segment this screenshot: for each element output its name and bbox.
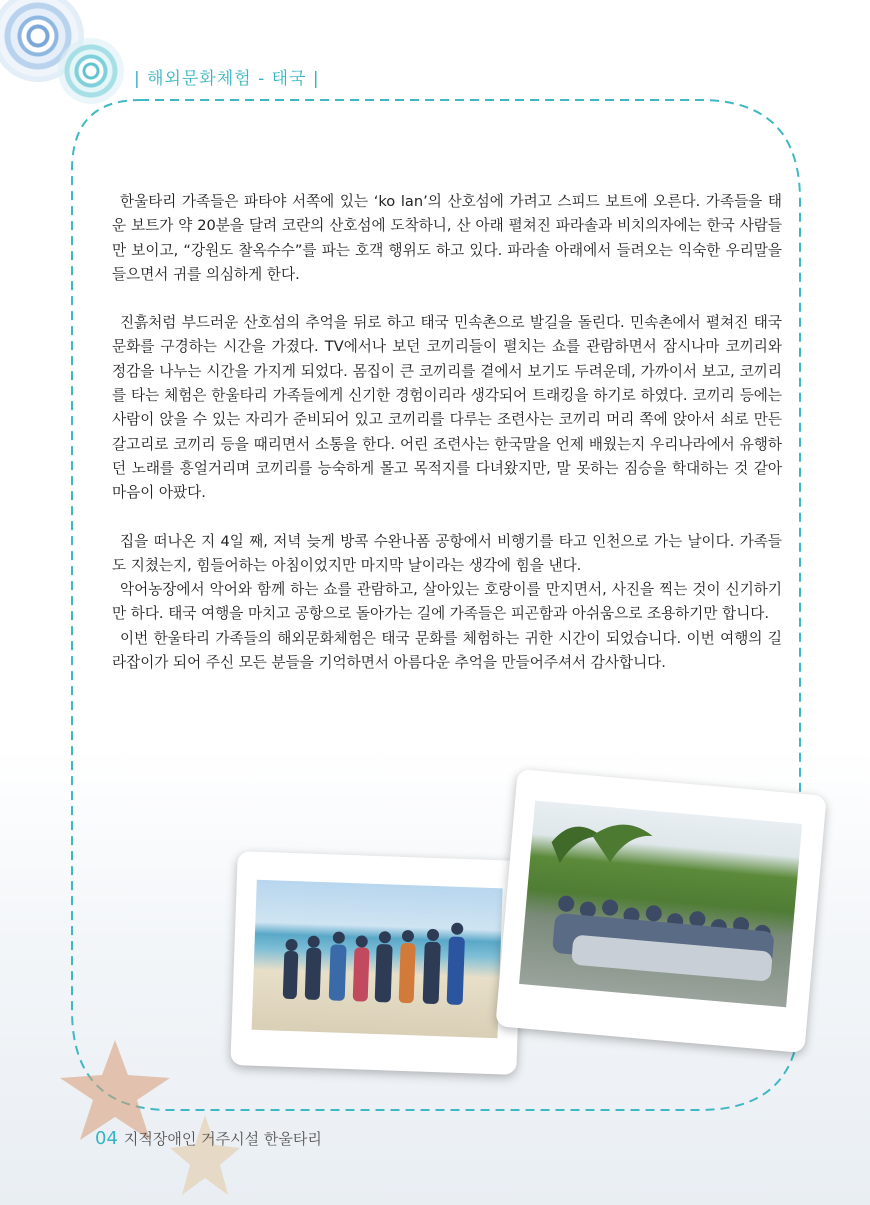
paragraph-crocodile-farm: 악어농장에서 악어와 함께 하는 쇼를 관람하고, 살아있는 호랑이를 만지면서, 사진을 찍는 것이 신기하기만 하다. 태국 여행을 마치고 공항으로 돌아가는 길에 가족들은 피곤함과 아쉬움으로 조용하기만 합니다.: [112, 581, 782, 623]
beach-group-photo: [252, 880, 503, 1038]
footer-text: 지적장애인 거주시설 한울타리: [123, 1130, 322, 1148]
paragraph-folk-village: 진흙처럼 부드러운 산호섬의 추억을 뒤로 하고 태국 민속촌으로 발길을 돌린다. 민속촌에서 펼쳐진 태국 문화를 구경하는 시간을 가졌다. TV에서나 보던 코끼리들이 펼치는 쇼를 관람하면서 잠시나마 코끼리와 정감을 나누는 시간을 가지게 되었다. 몸집이 큰 코끼리를 곁에서 보기도 두려운데, 가까이서 보고, 코끼리를 타는 체험은 한울타리 가족들에게 신기한 경험이리라 생각되어 트래킹을 하기로 하였다. 코끼리 등에는 사람이 앉을 수 있는 자리가 준비되어 있고 코끼리를 다루는 조련사는 코끼리 머리 쪽에 앉아서 쇠로 만든 갈고리로 코끼리 등을 때리면서 소통을 한다. 어린 조련사는 한국말을 언제 배웠는지 우리나라에서 유행하던 노래를 흥얼거리며 코끼리를 능숙하게 몰고 목적지를 다녀왔지만, 말 못하는 짐승을 학대하는 것 같아 마음이 아팠다.: [112, 314, 782, 502]
garden-group-photo: [519, 801, 802, 1008]
starfish-decoration: [40, 1020, 240, 1205]
page-footer: [95, 1128, 322, 1149]
photo-frame-beach: [230, 851, 523, 1075]
beach-people-silhouettes: [252, 880, 503, 1038]
paragraph-closing: 이번 한울타리 가족들의 해외문화체험은 태국 문화를 체험하는 귀한 시간이 되었습니다. 이번 여행의 길라잡이가 되어 주신 모든 분들을 기억하면서 아름다운 추억을 만들어주셔서 감사합니다.: [112, 629, 782, 672]
paragraph-departure-day: 집을 떠나온 지 4일 째, 저녁 늦게 방콕 수완나폼 공항에서 비행기를 타고 인천으로 가는 날이다. 가족들도 지쳤는지, 힘들어하는 아침이었지만 마지막 날이라는 생각에 힘을 낸다.: [112, 532, 782, 574]
article-body: [112, 190, 782, 675]
paragraph-coral-island: 한울타리 가족들은 파타야 서쪽에 있는 ‘ko lan’의 산호섬에 가려고 스피드 보트에 오른다. 가족들을 태운 보트가 약 20분을 달려 코란의 산호섬에 도착하니, 산 아래 펼쳐진 파라솔과 비치의자에는 한국 사람들만 보이고, “강원도 찰옥수수”를 파는 호객 행위도 하고 있다. 파라솔 아래에서 들려오는 익숙한 우리말을 들으면서 귀를 의심하게 한다.: [112, 193, 782, 283]
page-number: 04: [95, 1128, 118, 1149]
section-title: | 해외문화체험 - 태국 |: [134, 69, 320, 89]
garden-people-silhouettes: [519, 801, 802, 1008]
photo-frame-garden: [495, 769, 826, 1053]
